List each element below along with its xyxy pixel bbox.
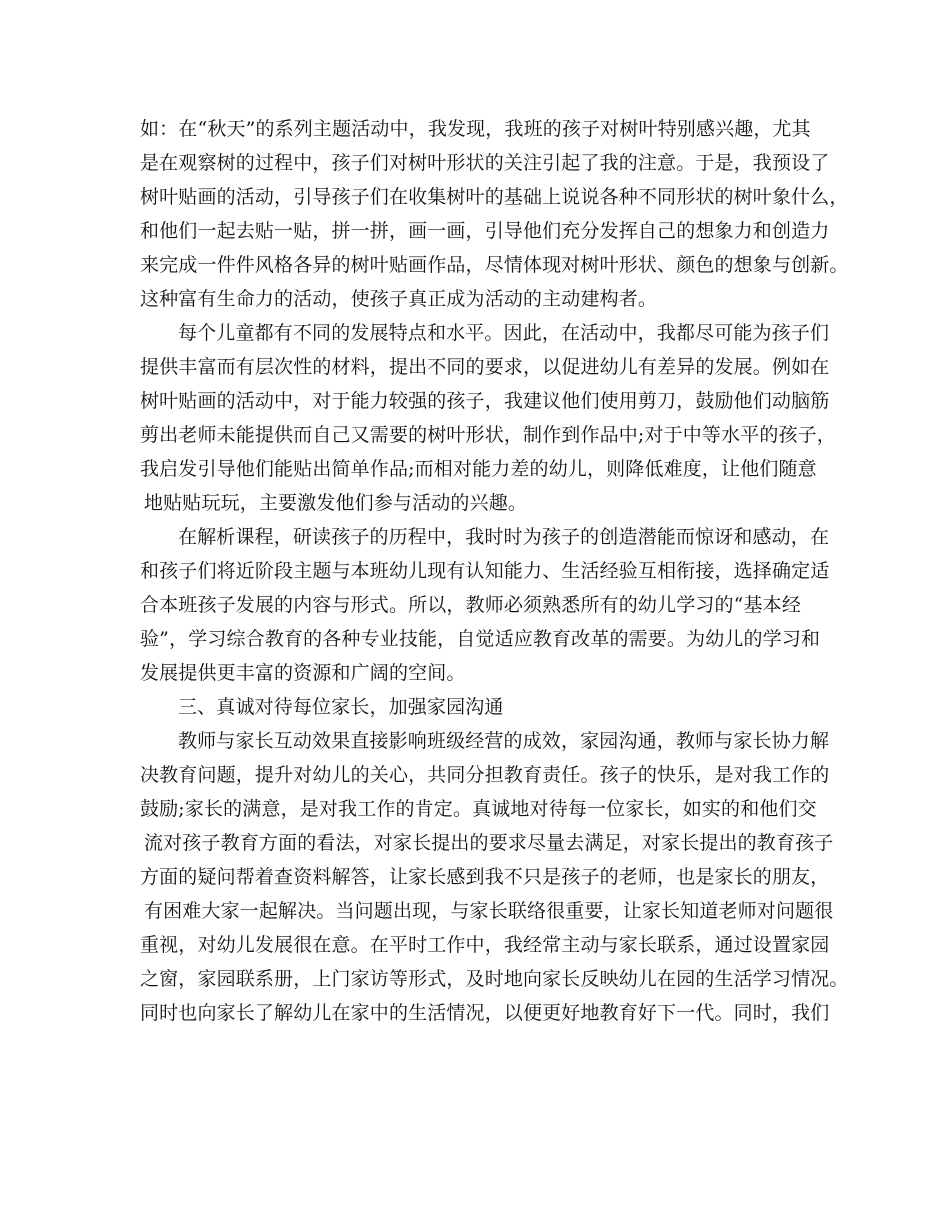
paragraph-3-line-1: 在解析课程，研读孩子的历程中，我时时为孩子的创造潜能而惊讶和感动，在: [178, 526, 830, 548]
paragraph-3-line-5: 发展提供更丰富的资源和广阔的空间。: [140, 662, 466, 684]
paragraph-3-line-3: 合本班孩子发展的内容与形式。所以，教师必须熟悉所有的幼儿学习的“基本经: [140, 594, 801, 616]
paragraph-5-line-3: 鼓励;家长的满意，是对我工作的肯定。真诚地对待每一位家长，如实的和他们交: [140, 798, 817, 820]
paragraph-1-line-1: 如：在“秋天”的系列主题活动中，我发现，我班的孩子对树叶特别感兴趣，尤其: [140, 118, 811, 140]
paragraph-5-line-5: 方面的疑问帮着查资料解答，让家长感到我不只是孩子的老师，也是家长的朋友，: [140, 866, 830, 888]
paragraph-5-line-9: 同时也向家长了解幼儿在家中的生活情况，以便更好地教育好下一代。同时，我们: [140, 1002, 830, 1024]
paragraph-5-line-7: 重视，对幼儿发展很在意。在平时工作中，我经常主动与家长联系，通过设置家园: [140, 934, 830, 956]
paragraph-5-line-8: 之窗，家园联系册，上门家访等形式，及时地向家长反映幼儿在园的生活学习情况。: [140, 968, 849, 990]
paragraph-3-line-4: 验”，学习综合教育的各种专业技能，自觉适应教育改革的需要。为幼儿的学习和: [140, 628, 821, 650]
paragraph-5-line-2: 决教育问题，提升对幼儿的关心，共同分担教育责任。孩子的快乐，是对我工作的: [140, 764, 830, 786]
paragraph-5-line-4: 流对孩子教育方面的看法，对家长提出的要求尽量去满足，对家长提出的教育孩子: [144, 832, 834, 854]
paragraph-1-line-3: 树叶贴画的活动，引导孩子们在收集树叶的基础上说说各种不同形状的树叶象什么，: [140, 186, 849, 208]
paragraph-1-line-4: 和他们一起去贴一贴，拼一拼，画一画，引导他们充分发挥自己的想象力和创造力: [140, 220, 830, 242]
paragraph-1-line-2: 是在观察树的过程中，孩子们对树叶形状的关注引起了我的注意。于是，我预设了: [140, 152, 830, 174]
paragraph-2-line-4: 剪出老师未能提供而自己又需要的树叶形状，制作到作品中;对于中等水平的孩子，: [140, 424, 836, 446]
section-heading: 三、真诚对待每位家长，加强家园沟通: [178, 696, 504, 718]
paragraph-1-line-6: 这种富有生命力的活动，使孩子真正成为活动的主动建构者。: [140, 288, 658, 310]
paragraph-3-line-2: 和孩子们将近阶段主题与本班幼儿现有认知能力、生活经验互相衔接，选择确定适: [140, 560, 830, 582]
paragraph-2-line-6: 地贴贴玩玩，主要激发他们参与活动的兴趣。: [144, 492, 528, 514]
paragraph-2-line-2: 提供丰富而有层次性的材料，提出不同的要求，以促进幼儿有差异的发展。例如在: [140, 356, 830, 378]
paragraph-2-line-5: 我启发引导他们能贴出简单作品;而相对能力差的幼儿，则降低难度，让他们随意: [140, 458, 817, 480]
paragraph-1-line-5: 来完成一件件风格各异的树叶贴画作品，尽情体现对树叶形状、颜色的想象与创新。: [140, 254, 849, 276]
paragraph-2-line-3: 树叶贴画的活动中，对于能力较强的孩子，我建议他们使用剪刀，鼓励他们动脑筋: [140, 390, 830, 412]
paragraph-2-line-1: 每个儿童都有不同的发展特点和水平。因此，在活动中，我都尽可能为孩子们: [178, 322, 830, 344]
paragraph-5-line-6: 有困难大家一起解决。当问题出现，与家长联络很重要，让家长知道老师对问题很: [144, 900, 834, 922]
paragraph-5-line-1: 教师与家长互动效果直接影响班级经营的成效，家园沟通，教师与家长协力解: [178, 730, 830, 752]
